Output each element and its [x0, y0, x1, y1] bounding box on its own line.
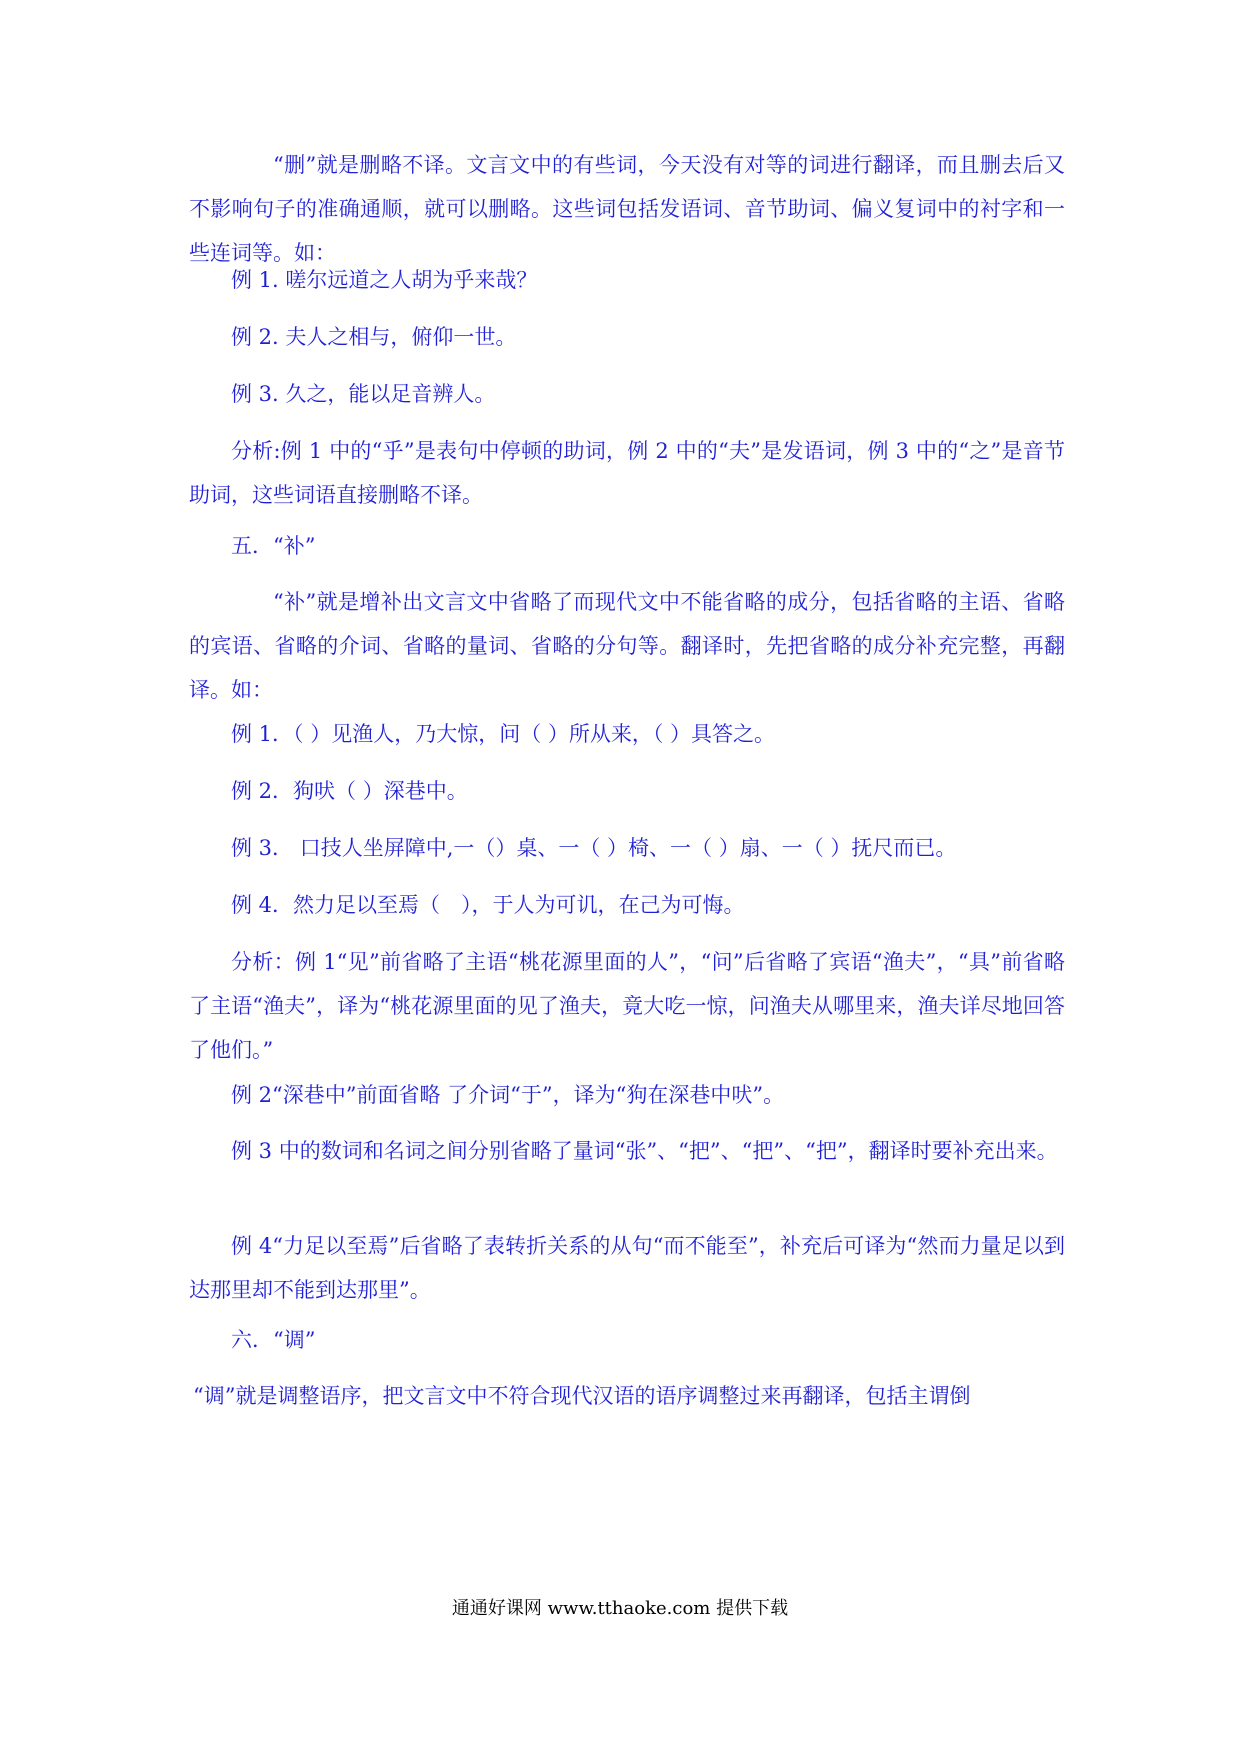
analysis-paragraph: 例 4“力足以至焉”后省略了表转折关系的从句“而不能至”，补充后可译为“然而力量足以到达那里却不能到达那里”。: [189, 1234, 1065, 1302]
example-line: 例 3． 口技人坐屏障中,一（）桌、一（ ）椅、一（ ）扇、一（ ）抚尺而已。: [231, 836, 957, 860]
section-heading-bu: 五．“补”: [231, 534, 316, 558]
example-line: 例 2. 夫人之相与，俯仰一世。: [231, 325, 517, 349]
paragraph-bu-definition: “补”就是增补出文言文中省略了而现代文中不能省略的成分，包括省略的主语、省略的宾语、省略的介词、省略的量词、省略的分句等。翻译时，先把省略的成分补充完整，再翻译。如：: [189, 590, 1065, 702]
paragraph-shan-definition: “删”就是删略不译。文言文中的有些词，今天没有对等的词进行翻译，而且删去后又不影响句子的准确通顺，就可以删略。这些词包括发语词、音节助词、偏义复词中的衬字和一些连词等。如：: [189, 153, 1065, 265]
section-heading-diao: 六．“调”: [231, 1328, 316, 1352]
example-line: 例 3. 久之，能以足音辨人。: [231, 382, 496, 406]
example-line: 例 1．（ ）见渔人，乃大惊，问（ ）所从来，（ ）具答之。: [231, 722, 776, 746]
analysis-paragraph: 分析：例 1“见”前省略了主语“桃花源里面的人”，“问”后省略了宾语“渔夫”，“具”前省略了主语“渔夫”，译为“桃花源里面的见了渔夫，竟大吃一惊，问渔夫从哪里来，渔夫详尽地回答了他们。”: [189, 950, 1065, 1062]
analysis-paragraph: 例 2“深巷中”前面省略 了介词“于”，译为“狗在深巷中吠”。: [231, 1083, 785, 1107]
analysis-paragraph: 分析:例 1 中的“乎”是表句中停顿的助词，例 2 中的“夫”是发语词，例 3 中的“之”是音节助词，这些词语直接删略不译。: [189, 439, 1065, 507]
example-line: 例 4．然力足以至焉（ ），于人为可讥，在己为可悔。: [231, 893, 745, 917]
example-line: 例 1. 嗟尔远道之人胡为乎来哉？: [231, 268, 538, 292]
analysis-paragraph: 例 3 中的数词和名词之间分别省略了量词“张”、“把”、“把”、“把”，翻译时要补充出来。: [231, 1139, 1058, 1163]
page-footer: 通通好课网 www.tthaoke.com 提供下载: [451, 1598, 789, 1619]
example-line: 例 2．狗吠（ ）深巷中。: [231, 779, 468, 803]
paragraph-diao-definition: “调”就是调整语序，把文言文中不符合现代汉语的语序调整过来再翻译，包括主谓倒: [193, 1384, 971, 1408]
